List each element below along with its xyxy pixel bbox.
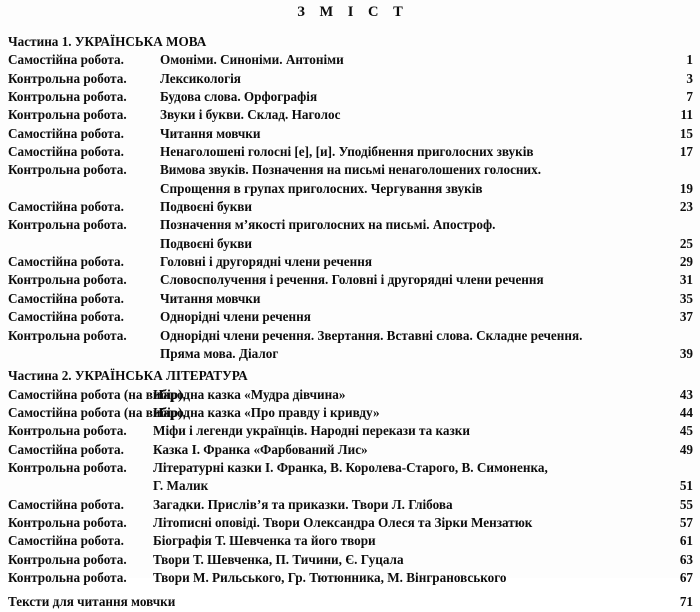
toc-entry-kind: Контрольна робота. bbox=[8, 327, 127, 343]
toc-entry-page-number: 25 bbox=[679, 235, 693, 251]
toc-entry bbox=[0, 441, 700, 459]
toc-entry-page-number: 1 bbox=[686, 52, 693, 68]
toc-entry-page-number: 31 bbox=[679, 272, 693, 288]
toc-entry-kind: Самостійна робота. bbox=[8, 52, 124, 68]
toc-entry-title[interactable]: Літературні казки І. Франка, В. Королева-Старого, В. Симоненка, bbox=[153, 459, 548, 475]
toc-entry-page-number: 61 bbox=[679, 533, 693, 549]
toc-entry-kind: Самостійна робота (на вибір). bbox=[8, 386, 186, 402]
toc-entry-continuation bbox=[0, 345, 700, 363]
toc-entry-page-number: 57 bbox=[679, 514, 693, 530]
toc-entry-title[interactable]: Позначення м’якості приголосних на письмі. Апостроф. bbox=[160, 217, 496, 233]
toc-entry bbox=[0, 496, 700, 514]
toc-entry-kind: Самостійна робота. bbox=[8, 199, 124, 215]
toc-entry bbox=[0, 198, 700, 216]
part-heading bbox=[0, 367, 700, 385]
toc-entry-page-number: 39 bbox=[679, 345, 693, 361]
toc-entry-kind: Самостійна робота. bbox=[8, 496, 124, 512]
toc-entry bbox=[0, 532, 700, 550]
toc-entry-kind: Самостійна робота. bbox=[8, 533, 124, 549]
toc-entry-title[interactable]: Спрощення в групах приголосних. Чергування звуків bbox=[160, 180, 483, 196]
toc-entry-title[interactable]: Головні і другорядні члени речення bbox=[160, 254, 372, 270]
toc-entry bbox=[0, 593, 700, 611]
toc-entry-continuation bbox=[0, 180, 700, 198]
toc-entry-title[interactable]: Народна казка «Мудра дівчина» bbox=[153, 386, 346, 402]
toc-entry-title[interactable]: Тексти для читання мовчки bbox=[8, 594, 176, 610]
toc-entry bbox=[0, 404, 700, 422]
toc-entry bbox=[0, 161, 700, 179]
part-heading-label: Частина 1. УКРАЇНСЬКА МОВА bbox=[8, 34, 207, 49]
toc-entry bbox=[0, 327, 700, 345]
toc-entry-page-number: 19 bbox=[679, 180, 693, 196]
toc-entry bbox=[0, 143, 700, 161]
toc-entry-page-number: 71 bbox=[679, 594, 693, 610]
toc-entry-page-number: 49 bbox=[679, 441, 693, 457]
toc-entry-page-number: 43 bbox=[679, 386, 693, 402]
toc-entry-page-number: 51 bbox=[679, 478, 693, 494]
toc-entry-title[interactable]: Подвоєні букви bbox=[160, 199, 253, 215]
toc-entry-title[interactable]: Читання мовчки bbox=[160, 290, 261, 306]
toc-entry-title[interactable]: Літописні оповіді. Твори Олександра Олеся та Зірки Мензатюк bbox=[153, 514, 533, 530]
toc-entry-page-number: 17 bbox=[679, 144, 693, 160]
toc-entry-kind: Самостійна робота. bbox=[8, 125, 124, 141]
toc-entry-title[interactable]: Ненаголошені голосні [е], [и]. Уподібнення приголосних звуків bbox=[160, 144, 534, 160]
toc-entry-kind: Контрольна робота. bbox=[8, 459, 127, 475]
toc-entry-kind: Контрольна робота. bbox=[8, 569, 127, 585]
toc-entry bbox=[0, 308, 700, 326]
part-heading bbox=[0, 33, 700, 51]
toc-entry-continuation bbox=[0, 477, 700, 495]
toc-entry-title[interactable]: Пряма мова. Діалог bbox=[160, 345, 279, 361]
toc-entry-kind: Контрольна робота. bbox=[8, 107, 127, 123]
toc-entry-kind: Контрольна робота. bbox=[8, 217, 127, 233]
toc-entry-kind: Контрольна робота. bbox=[8, 514, 127, 530]
toc-entry-page-number: 67 bbox=[679, 569, 693, 585]
toc-entry-kind: Самостійна робота. bbox=[8, 144, 124, 160]
page-title: З М І С Т bbox=[297, 4, 409, 20]
toc-entry-kind: Контрольна робота. bbox=[8, 162, 127, 178]
part-heading-label: Частина 2. УКРАЇНСЬКА ЛІТЕРАТУРА bbox=[8, 368, 248, 384]
toc-entry bbox=[0, 386, 700, 404]
toc-entry-title[interactable]: Міфи і легенди українців. Народні перекази та казки bbox=[153, 423, 471, 439]
toc-entry-title[interactable]: Будова слова. Орфографія bbox=[160, 89, 318, 105]
toc-entry-page-number: 37 bbox=[679, 309, 693, 325]
toc-entry-title[interactable]: Лексикологія bbox=[160, 70, 241, 86]
toc-entry-title[interactable]: Казка І. Франка «Фарбований Лис» bbox=[153, 441, 368, 457]
toc-entry-title[interactable]: Словосполучення і речення. Головні і другорядні члени речення bbox=[160, 272, 544, 288]
toc-entry bbox=[0, 514, 700, 532]
toc-entry bbox=[0, 551, 700, 569]
toc-entry-kind: Самостійна робота (на вибір). bbox=[8, 404, 186, 420]
toc-entry bbox=[0, 106, 700, 124]
toc-entry-title[interactable]: Загадки. Прислів’я та приказки. Твори Л. Глібова bbox=[153, 496, 453, 512]
toc-entry-kind: Контрольна робота. bbox=[8, 551, 127, 567]
toc-entry-page-number: 63 bbox=[679, 551, 693, 567]
toc-entry-page-number: 35 bbox=[679, 290, 693, 306]
toc-entry-kind: Контрольна робота. bbox=[8, 70, 127, 86]
toc-entry-page-number: 44 bbox=[679, 404, 693, 420]
toc-entry-kind: Самостійна робота. bbox=[8, 309, 124, 325]
toc-entry-list bbox=[0, 33, 700, 612]
toc-entry bbox=[0, 422, 700, 440]
toc-entry-title[interactable]: Г. Малик bbox=[153, 478, 209, 494]
toc-entry-title[interactable]: Вимова звуків. Позначення на письмі ненаголошених голосних. bbox=[160, 162, 542, 178]
toc-entry-title[interactable]: Народна казка «Про правду і кривду» bbox=[153, 404, 380, 420]
toc-entry-kind: Самостійна робота. bbox=[8, 441, 124, 457]
toc-entry bbox=[0, 271, 700, 289]
toc-entry bbox=[0, 51, 700, 69]
toc-entry bbox=[0, 216, 700, 234]
toc-entry-title[interactable]: Омоніми. Синоніми. Антоніми bbox=[160, 52, 344, 68]
toc-entry-page-number: 7 bbox=[686, 89, 693, 105]
toc-entry-title[interactable]: Звуки і букви. Склад. Наголос bbox=[160, 107, 341, 123]
toc-entry-page-number: 45 bbox=[679, 423, 693, 439]
toc-entry bbox=[0, 569, 700, 587]
toc-entry bbox=[0, 459, 700, 477]
toc-entry bbox=[0, 290, 700, 308]
toc-entry-title[interactable]: Біографія Т. Шевченка та його твори bbox=[153, 533, 376, 549]
toc-entry-continuation bbox=[0, 235, 700, 253]
toc-entry-title[interactable]: Читання мовчки bbox=[160, 125, 261, 141]
toc-entry-page-number: 15 bbox=[679, 125, 693, 141]
toc-entry-page-number: 55 bbox=[679, 496, 693, 512]
toc-entry-title[interactable]: Однорідні члени речення bbox=[160, 309, 311, 325]
toc-entry-kind: Контрольна робота. bbox=[8, 272, 127, 288]
toc-entry bbox=[0, 88, 700, 106]
toc-entry-kind: Самостійна робота. bbox=[8, 290, 124, 306]
toc-entry-page-number: 3 bbox=[686, 70, 693, 86]
toc-entry-title[interactable]: Подвоєні букви bbox=[160, 235, 253, 251]
toc-entry-title[interactable]: Твори Т. Шевченка, П. Тичини, Є. Гуцала bbox=[153, 551, 404, 567]
toc-entry bbox=[0, 70, 700, 88]
toc-entry-kind: Самостійна робота. bbox=[8, 254, 124, 270]
toc-entry-page-number: 23 bbox=[679, 199, 693, 215]
toc-entry-page-number: 29 bbox=[679, 254, 693, 270]
toc-entry-kind: Контрольна робота. bbox=[8, 423, 127, 439]
toc-entry-kind: Контрольна робота. bbox=[8, 89, 127, 105]
toc-entry-title[interactable]: Однорідні члени речення. Звертання. Вставні слова. Складне речення. bbox=[160, 327, 583, 343]
toc-entry-title[interactable]: Твори М. Рильського, Гр. Тютюнника, М. Вінграновського bbox=[153, 569, 507, 585]
toc-entry bbox=[0, 125, 700, 143]
toc-entry bbox=[0, 253, 700, 271]
toc-entry-page-number: 11 bbox=[680, 107, 693, 123]
